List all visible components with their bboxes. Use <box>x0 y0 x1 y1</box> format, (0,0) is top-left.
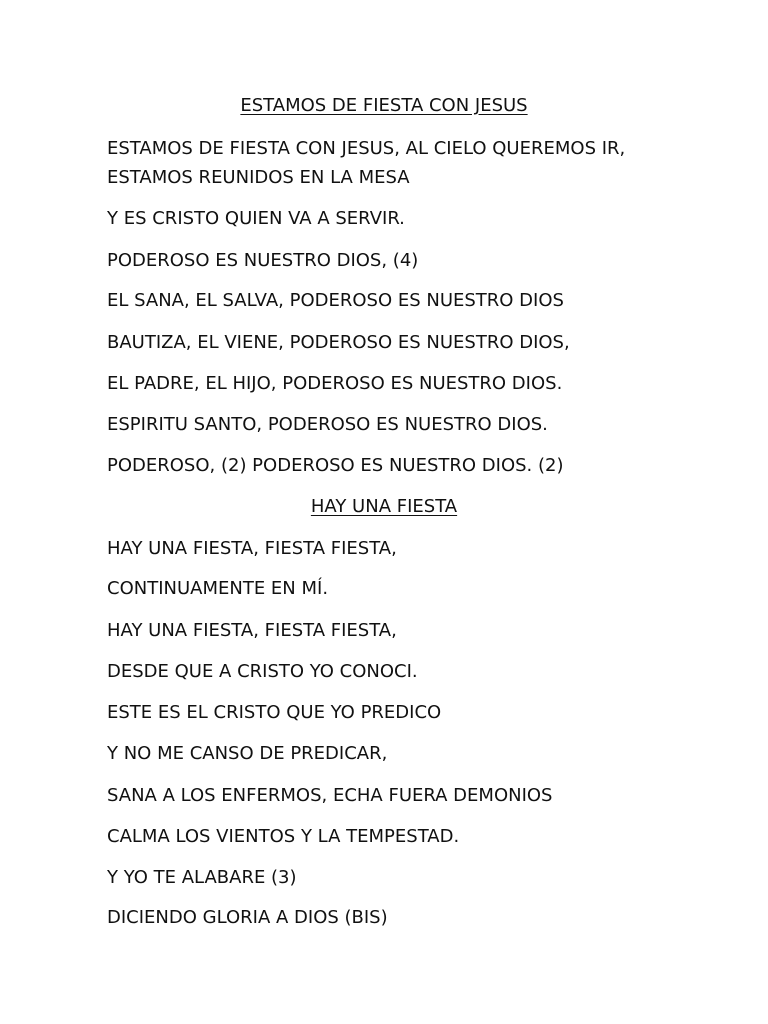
lyric-line: PODEROSO, (2) PODEROSO ES NUESTRO DIOS. (2) <box>107 455 564 476</box>
lyric-line: ESPIRITU SANTO, PODEROSO ES NUESTRO DIOS. <box>107 414 548 435</box>
lyric-line: CALMA LOS VIENTOS Y LA TEMPESTAD. <box>107 826 460 847</box>
lyric-line: HAY UNA FIESTA, FIESTA FIESTA, <box>107 620 397 641</box>
lyric-line: EL SANA, EL SALVA, PODEROSO ES NUESTRO DIOS <box>107 290 564 311</box>
lyric-line: ESTAMOS DE FIESTA CON JESUS, AL CIELO QUEREMOS IR, <box>107 138 626 159</box>
lyric-line: Y ES CRISTO QUIEN VA A SERVIR. <box>107 208 405 229</box>
lyric-line: SANA A LOS ENFERMOS, ECHA FUERA DEMONIOS <box>107 785 553 806</box>
lyric-line: EL PADRE, EL HIJO, PODEROSO ES NUESTRO DIOS. <box>107 373 563 394</box>
lyric-line: ESTAMOS REUNIDOS EN LA MESA <box>107 167 410 188</box>
lyric-line: Y NO ME CANSO DE PREDICAR, <box>107 743 388 764</box>
song-title-1: ESTAMOS DE FIESTA CON JESUS <box>240 95 528 116</box>
lyric-line: PODEROSO ES NUESTRO DIOS, (4) <box>107 250 419 271</box>
lyric-line: DESDE QUE A CRISTO YO CONOCI. <box>107 661 418 682</box>
lyric-line: Y YO TE ALABARE (3) <box>107 867 297 888</box>
lyric-line: ESTE ES EL CRISTO QUE YO PREDICO <box>107 702 442 723</box>
lyric-line: HAY UNA FIESTA, FIESTA FIESTA, <box>107 538 397 559</box>
lyric-line: DICIENDO GLORIA A DIOS (BIS) <box>107 907 388 928</box>
lyric-line: CONTINUAMENTE EN MÍ. <box>107 578 329 599</box>
song-title-2: HAY UNA FIESTA <box>310 496 458 517</box>
lyric-line: BAUTIZA, EL VIENE, PODEROSO ES NUESTRO DIOS, <box>107 332 570 353</box>
